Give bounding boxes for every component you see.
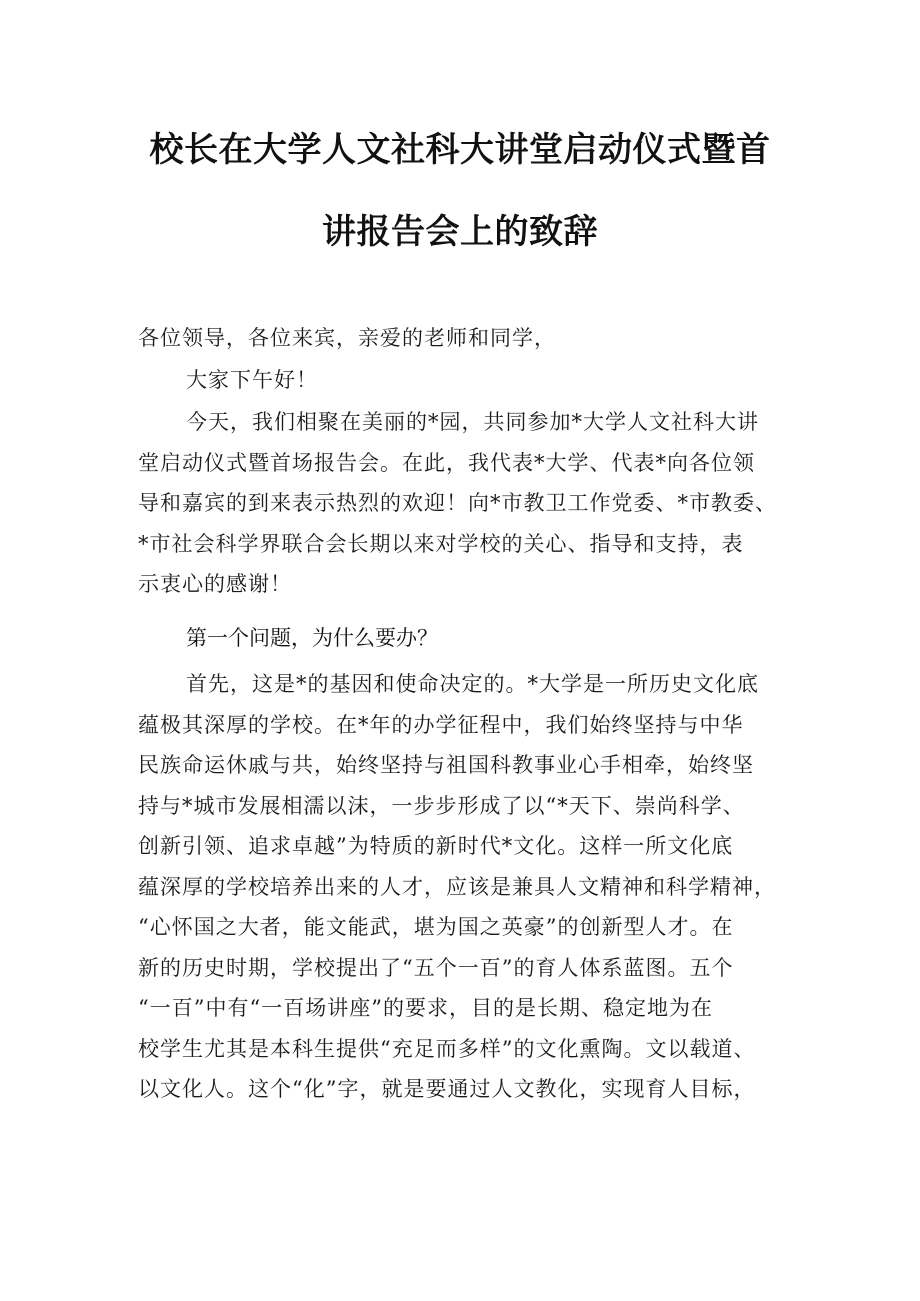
paragraph-line: 持与*城市发展相濡以沫，一步步形成了以“*天下、崇尚科学、	[138, 793, 745, 818]
paragraph-line: 堂启动仪式暨首场报告会。在此，我代表*大学、代表*向各位领	[138, 450, 755, 475]
greeting-paragraph	[138, 360, 798, 401]
salutation-line: 各位领导，各位来宾，亲爱的老师和同学，	[138, 326, 556, 350]
paragraph-line: 校学生尤其是本科生提供“充足而多样”的文化熏陶。文以载道、	[138, 1036, 756, 1061]
paragraph-line: 今天，我们相聚在美丽的*园，共同参加*大学人文社科大讲	[186, 410, 759, 434]
section-heading: 第一个问题，为什么要办？	[186, 626, 438, 650]
paragraph-line: 新的历史时期，学校提出了“五个一百”的育人体系蓝图。五个	[138, 955, 734, 980]
paragraph-line: “心怀国之大者，能文能武，堪为国之英豪”的创新型人才。在	[138, 915, 734, 939]
paragraph-line: 导和嘉宾的到来表示热烈的欢迎！向*市教卫工作党委、*市教委、	[138, 491, 777, 515]
intro-paragraph	[138, 402, 798, 605]
paragraph-line: *市社会科学界联合会长期以来对学校的关心、指导和支持，表	[138, 531, 744, 556]
section-paragraph	[138, 664, 798, 1110]
paragraph-line: 蕴深厚的学校培养出来的人才，应该是兼具人文精神和科学精神，	[138, 874, 776, 899]
paragraph-line: 首先，这是*的基因和使命决定的。*大学是一所历史文化底	[186, 672, 759, 696]
document-title-line-1: 校长在大学人文社科大讲堂启动仪式暨首	[149, 130, 771, 170]
document-title-line-2: 讲报告会上的致辞	[322, 212, 598, 252]
salutation-paragraph	[138, 318, 798, 359]
paragraph-line: 蕴极其深厚的学校。在*年的办学征程中，我们始终坚持与中华	[138, 712, 744, 737]
paragraph-line: 民族命运休戚与共，始终坚持与祖国科教事业心手相牵，始终坚	[138, 753, 754, 777]
paragraph-line: 创新引领、追求卓越”为特质的新时代*文化。这样一所文化底	[138, 834, 734, 858]
greeting-line: 大家下午好！	[186, 368, 318, 392]
paragraph-line: “一百”中有“一百场讲座”的要求，目的是长期、稳定地为在	[138, 996, 713, 1020]
paragraph-line: 以文化人。这个“化”字，就是要通过人文教化，实现育人目标，	[138, 1077, 756, 1101]
paragraph-line: 示衷心的感谢！	[138, 572, 292, 596]
